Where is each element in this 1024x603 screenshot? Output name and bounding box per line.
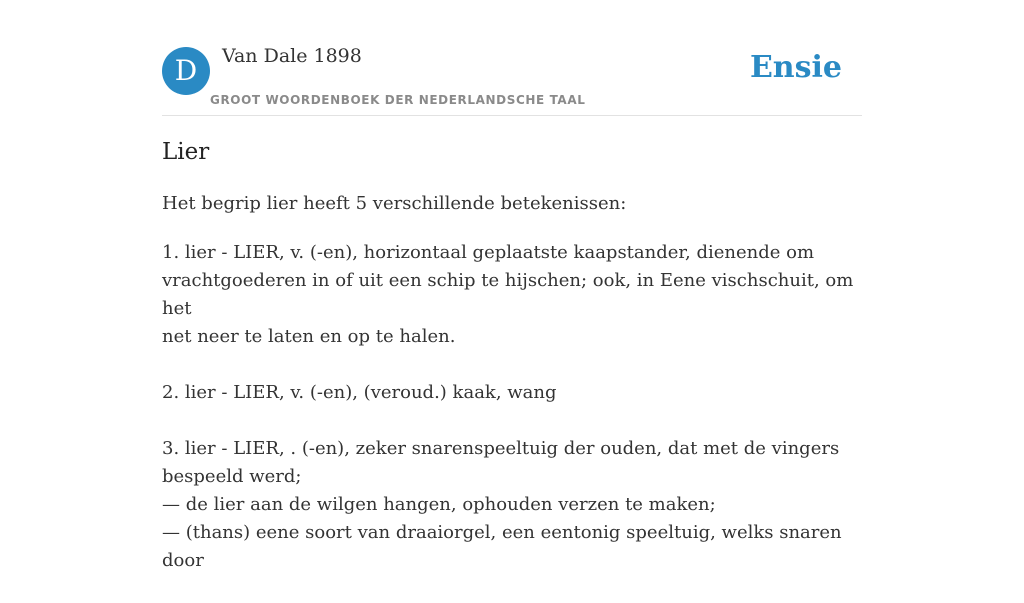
- meaning-line: net neer te laten en op te halen.: [162, 326, 456, 347]
- meaning-line: 2. lier - LIER, v. (-en), (veroud.) kaak, wang: [162, 382, 557, 403]
- dictionary-logo[interactable]: D: [162, 47, 210, 95]
- page-title: Lier: [162, 139, 210, 165]
- meaning-item: [162, 239, 862, 351]
- entry-page: [162, 0, 862, 571]
- meanings-intro: Het begrip lier heeft 5 verschillende betekenissen:: [162, 193, 627, 214]
- meaning-item: [162, 379, 862, 407]
- meaning-line: — (thans) eene soort van draaiorgel, een eentonig speeltuig, welks snaren door: [162, 522, 842, 571]
- ensie-brand-logo[interactable]: Ensie: [749, 50, 842, 85]
- meaning-line: vrachtgoederen in of uit een schip te hijschen; ook, in Eene vischschuit, om het: [162, 270, 854, 319]
- dictionary-subtitle: GROOT WOORDENBOEK DER NEDERLANDSCHE TAAL: [210, 93, 586, 107]
- meaning-line: 3. lier - LIER, . (-en), zeker snarenspeeltuig der ouden, dat met de vingers: [162, 438, 840, 459]
- page-header: [162, 0, 862, 116]
- meaning-line: — de lier aan de wilgen hangen, ophouden verzen te maken;: [162, 494, 716, 515]
- meaning-line: bespeeld werd;: [162, 466, 302, 487]
- dictionary-name-link[interactable]: Van Dale 1898: [222, 45, 362, 67]
- meaning-item: [162, 435, 862, 575]
- meaning-line: 1. lier - LIER, v. (-en), horizontaal geplaatste kaapstander, dienende om: [162, 242, 815, 263]
- meanings-list: [162, 239, 862, 603]
